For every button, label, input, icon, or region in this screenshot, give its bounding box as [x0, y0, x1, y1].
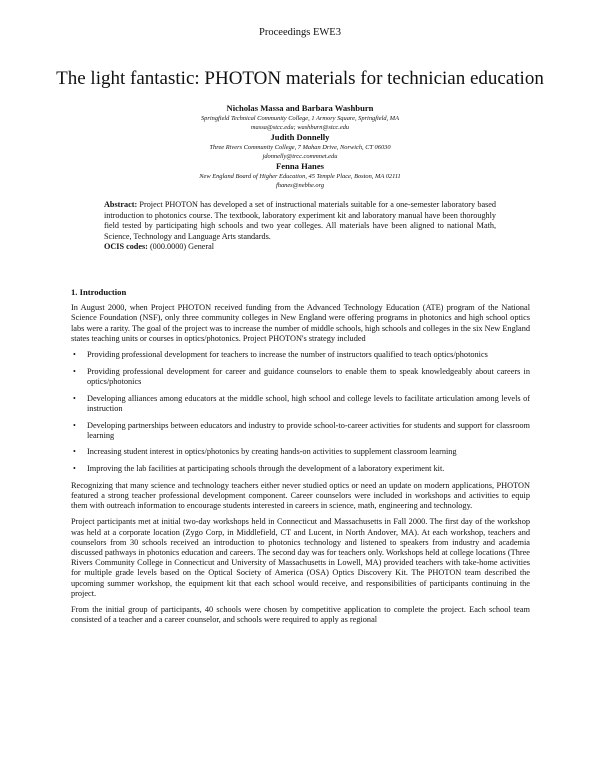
- author-affiliation: New England Board of Higher Education, 45 Temple Place, Boston, MA 02111: [199, 173, 401, 180]
- bullet-icon: •: [73, 464, 76, 474]
- ocis-value: (000.0000) General: [147, 242, 215, 252]
- list-item: [71, 367, 530, 387]
- body-text: [71, 287, 530, 631]
- author-email: jdonnelly@trcc.commnet.edu: [262, 153, 338, 160]
- author-group: [40, 161, 560, 190]
- author-affiliation: Springfield Technical Community College, 1 Armory Square, Springfield, MA: [200, 115, 400, 122]
- list-item-text: Providing professional development for career and guidance counselors to enable them to speak knowledgeably about careers in optics/photonics: [87, 366, 530, 386]
- author-affiliation: Three Rivers Community College, 7 Mahan Drive, Norwich, CT 06030: [209, 144, 391, 151]
- intro-paragraph: In August 2000, when Project PHOTON received funding from the Advanced Technology Education (ATE) program of the National Science Foundation (NSF), only three community colleges in New England were offering programs in photonics and high school optics labs were a rarity. The goal of the project was to increase the number of middle schools, high schools and colleges in the six New England states teaching units or courses in optics/photonics. Project PHOTON's strategy included: [71, 303, 530, 343]
- list-item-text: Providing professional development for teachers to increase the number of instructors qualified to teach optics/photonics: [87, 350, 488, 360]
- author-block: [40, 103, 560, 190]
- author-email: fhanes@nebhe.org: [275, 182, 325, 189]
- ocis-codes: [104, 242, 496, 253]
- author-name: Judith Donnelly: [270, 132, 330, 142]
- author-group: [40, 103, 560, 132]
- list-item: [71, 394, 530, 414]
- author-group: [40, 132, 560, 161]
- abstract: [104, 200, 496, 253]
- paper-title: The light fantastic: PHOTON materials for technician education: [56, 68, 544, 89]
- body-paragraph: Recognizing that many science and technology teachers either never studied optics or need an update on modern applications, PHOTON featured a strong teacher professional development component. Career counselors were included in workshops and activities to equip them with outreach information to encourage students interested in careers in science, math, engineering and technology.: [71, 480, 530, 511]
- abstract-text: [104, 200, 496, 242]
- running-head: Proceedings EWE3: [259, 27, 341, 38]
- bullet-icon: •: [73, 366, 76, 376]
- list-item-text: Increasing student interest in optics/photonics by creating hands-on activities to supplement classroom learning: [87, 447, 457, 457]
- section-heading: 1. Introduction: [71, 287, 127, 297]
- list-item: [71, 421, 530, 441]
- list-item: [71, 447, 530, 457]
- strategy-list: [71, 350, 530, 474]
- author-email: massa@stcc.edu; washburn@stcc.edu: [250, 124, 350, 131]
- body-paragraph: Project participants met at initial two-day workshops held in Connecticut and Massachusetts in Fall 2000. The first day of the workshop was held at a corporate location (Zygo Corp, in Middlefield, CT and Lucent, in North Andover, MA). At each workshop, teachers and counselors from 30 schools received an introduction to photonics technology and listened to speakers from industry and academia discussed pathways in photonics education and careers. The second day was for teachers only. Workshops held at college locations (Three Rivers Community College in Connecticut and University of Massachusetts in Lowell, MA) provided teachers with take-home activities for multiple grade levels based on the Optical Society of America (OSA) Optics Discovery Kit. The PHOTON team described the upcoming summer workshop, the equipment kit that each school would receive, and responsibilities of participants continuing in the project.: [71, 517, 530, 598]
- list-item: [71, 464, 530, 474]
- author-name: Nicholas Massa and Barbara Washburn: [226, 103, 374, 113]
- bullet-icon: •: [73, 447, 76, 457]
- bullet-icon: •: [73, 420, 76, 430]
- abstract-label: Abstract:: [104, 200, 138, 209]
- abstract-body: Project PHOTON has developed a set of instructional materials suitable for a one-semester laboratory based introduction to photonics course. The textbook, laboratory experiment kit and laboratory manual have been thoroughly field tested by participating high schools and two year colleges. All materials have been aligned to national Math, Science, Technology and Language Arts standards.: [104, 200, 496, 241]
- body-paragraph: From the initial group of participants, 40 schools were chosen by competitive application to complete the project. Each school team consisted of a teacher and a career counselor, and schools were required to apply as regional: [71, 605, 530, 625]
- list-item-text: Improving the lab facilities at participating schools through the development of a laboratory experiment kit.: [87, 464, 445, 474]
- bullet-icon: •: [73, 350, 76, 360]
- list-item-text: Developing alliances among educators at the middle school, high school and college levels to facilitate articulation among levels of instruction: [87, 393, 530, 413]
- bullet-icon: •: [73, 393, 76, 403]
- list-item: [71, 350, 530, 360]
- list-item-text: Developing partnerships between educators and industry to provide school-to-career activities for students and support for classroom learning: [87, 420, 530, 440]
- ocis-label: OCIS codes:: [104, 242, 148, 252]
- author-name: Fenna Hanes: [276, 161, 324, 171]
